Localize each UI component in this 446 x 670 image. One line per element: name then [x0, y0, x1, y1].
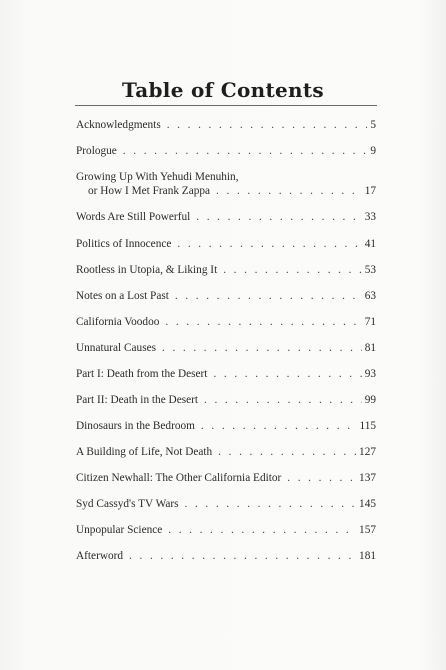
dot-leader — [218, 445, 356, 459]
dot-leader — [177, 237, 361, 251]
dot-leader — [204, 393, 362, 407]
toc-entry-title: Afterword — [76, 550, 124, 562]
toc-entry-title: Part I: Death from the Desert — [76, 368, 208, 380]
toc-page-number: 137 — [359, 472, 376, 484]
dot-leader — [175, 289, 362, 303]
toc-entry-rootless-in-utopia — [76, 263, 376, 277]
toc-entry-afterword — [76, 549, 376, 563]
toc-page-number: 145 — [359, 498, 376, 510]
toc-entry-title: Citizen Newhall: The Other California Editor — [76, 472, 282, 484]
dot-leader — [201, 419, 357, 433]
toc-entry-citizen-newhall — [76, 471, 376, 485]
toc-page-number: 5 — [370, 119, 376, 131]
page-title: Table of Contents — [121, 78, 324, 102]
toc-page-number: 93 — [364, 368, 376, 380]
dot-leader — [223, 263, 361, 277]
toc-page-number: 41 — [364, 238, 376, 250]
toc-entry-unpopular-science — [76, 523, 376, 537]
toc-entry-title: Unpopular Science — [76, 524, 163, 536]
toc-entry-growing-up — [76, 170, 376, 198]
toc-entry-prologue — [76, 144, 376, 158]
dot-leader — [129, 549, 356, 563]
toc-entry-title: Unnatural Causes — [76, 342, 156, 354]
toc-entry-title: Dinosaurs in the Bedroom — [76, 420, 195, 432]
dot-leader — [168, 523, 356, 537]
toc-page-number: 71 — [364, 316, 376, 328]
toc-entry-title: Politics of Innocence — [76, 238, 172, 250]
toc-entry-unnatural-causes — [76, 341, 376, 355]
toc-entry-a-building-of-life — [76, 445, 376, 459]
toc-entry-words-are-still-powerful — [76, 210, 376, 224]
dot-leader — [196, 210, 361, 224]
toc-entry-part-ii — [76, 393, 376, 407]
dot-leader — [162, 341, 362, 355]
toc-page-number: 33 — [364, 211, 376, 223]
toc-entry-title: or How I Met Frank Zappa — [88, 185, 211, 197]
toc-entry-title: Notes on a Lost Past — [76, 290, 169, 302]
toc-page-number: 99 — [364, 394, 376, 406]
toc-entry-title-line1: Growing Up With Yehudi Menuhin, — [76, 171, 239, 183]
toc-page-number: 63 — [364, 290, 376, 302]
toc-entry-politics-of-innocence — [76, 237, 376, 251]
dot-leader — [185, 497, 357, 511]
toc-entry-notes-on-a-lost-past — [76, 289, 376, 303]
dot-leader — [213, 367, 361, 381]
toc-page-number: 181 — [359, 550, 376, 562]
toc-entry-acknowledgments — [76, 118, 376, 132]
toc-entry-part-i — [76, 367, 376, 381]
toc-page-number: 127 — [359, 446, 376, 458]
toc-entry-title: Rootless in Utopia, & Liking It — [76, 264, 218, 276]
dot-leader — [287, 471, 356, 485]
toc-entry-title: Syd Cassyd's TV Wars — [76, 498, 179, 510]
dot-leader — [167, 118, 368, 132]
toc-entry-title: A Building of Life, Not Death — [76, 446, 213, 458]
toc-page-number: 17 — [364, 185, 376, 197]
toc-entry-title: California Voodoo — [76, 316, 160, 328]
toc-entry-title: Prologue — [76, 145, 117, 157]
dot-leader — [165, 315, 361, 329]
toc-entry-california-voodoo — [76, 315, 376, 329]
toc-page-number: 81 — [364, 342, 376, 354]
toc-entry-dinosaurs-in-the-bedroom — [76, 419, 376, 433]
toc-page-number: 53 — [364, 264, 376, 276]
dot-leader — [123, 144, 368, 158]
toc-entry-syd-cassyds-tv-wars — [76, 497, 376, 511]
toc-page-number: 115 — [359, 420, 376, 432]
toc-page-number: 157 — [359, 524, 376, 536]
toc-page-number: 9 — [370, 145, 376, 157]
toc-entry-title: Acknowledgments — [76, 119, 161, 131]
table-of-contents — [76, 0, 376, 670]
toc-entry-title: Words Are Still Powerful — [76, 211, 191, 223]
toc-entry-title: Part II: Death in the Desert — [76, 394, 199, 406]
dot-leader — [216, 184, 362, 198]
